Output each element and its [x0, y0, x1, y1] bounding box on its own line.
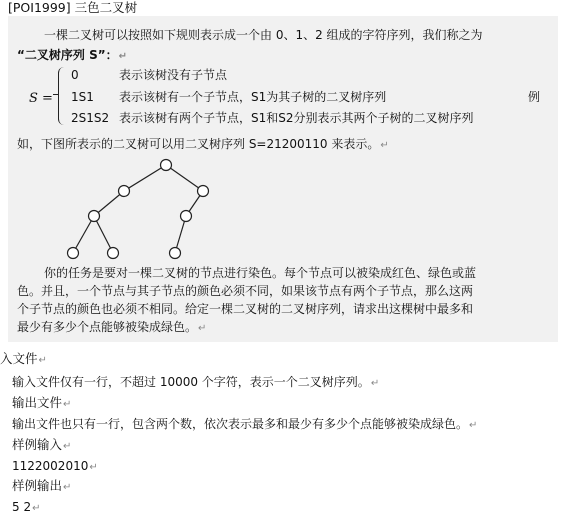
sample-input-heading: 样例输入↵ [12, 437, 72, 452]
input-description: 输入文件仅有一行，不超过 10000 个字符，表示一个二叉树序列。↵ [12, 375, 380, 389]
tree-node [119, 186, 130, 197]
rule-desc-1: 表示该树有一个子节点，S1为其子树的二叉树序列 [119, 90, 387, 104]
output-description: 输出文件也只有一行，包含两个数，依次表示最多和最少有多少个点能够被染成绿色。↵ [12, 417, 478, 431]
tree-edge [166, 165, 203, 191]
rule-code-2: 2S1S2 [71, 111, 110, 125]
tree-node [198, 186, 209, 197]
tree-node [181, 211, 192, 222]
task-line-2: 色。并且，一个节点与其子节点的颜色必须不同，如果该节点有两个子节点，那么这两 [17, 284, 474, 298]
sample-output-heading: 样例输出↵ [12, 478, 72, 493]
task-line-4: 最少有多少个点能够被染成绿色。↵ [17, 320, 207, 334]
tree-edge [73, 216, 94, 253]
task-line-3: 个子节点的颜色也必须不相同。给定一棵二叉树的二叉树序列，请求出这棵树中最多和 [17, 302, 474, 316]
tree-edge [94, 216, 113, 253]
side-word: 例 [528, 90, 541, 104]
intro-line: 一棵二叉树可以按照如下规则表示成一个由 0、1、2 组成的字符序列，我们称之为 [44, 28, 483, 42]
input-heading: 入文件↵ [0, 351, 47, 366]
tree-node [108, 248, 119, 259]
page-title: [POI1999] 三色二叉树 [8, 0, 138, 15]
tree-edge [124, 165, 166, 191]
sample-input-value: 1122002010↵ [12, 459, 98, 473]
sequence-name: “二叉树序列 S”：↵ [17, 48, 127, 62]
task-line-1: 你的任务是要对一棵二叉树的节点进行染色。每个节点可以被染成红色、绿色或蓝 [44, 266, 477, 280]
rule-desc-2: 表示该树有两个子节点，S1和S2分别表示其两个子树的二叉树序列 [119, 111, 474, 125]
rule-desc-0: 表示该树没有子节点 [119, 68, 228, 82]
tree-node [68, 248, 79, 259]
tree-node [170, 248, 181, 259]
sample-output-value: 5 2↵ [12, 500, 41, 514]
tree-node [161, 160, 172, 171]
rule-code-1: 1S1 [71, 90, 94, 104]
output-heading: 输出文件↵ [12, 395, 72, 410]
formula-lhs: S = [29, 91, 53, 106]
tree-node [89, 211, 100, 222]
rule-code-0: 0 [71, 68, 79, 82]
example-line: 如，下图所表示的二叉树可以用二叉树序列 S=21200110 来表示。↵ [17, 137, 389, 151]
